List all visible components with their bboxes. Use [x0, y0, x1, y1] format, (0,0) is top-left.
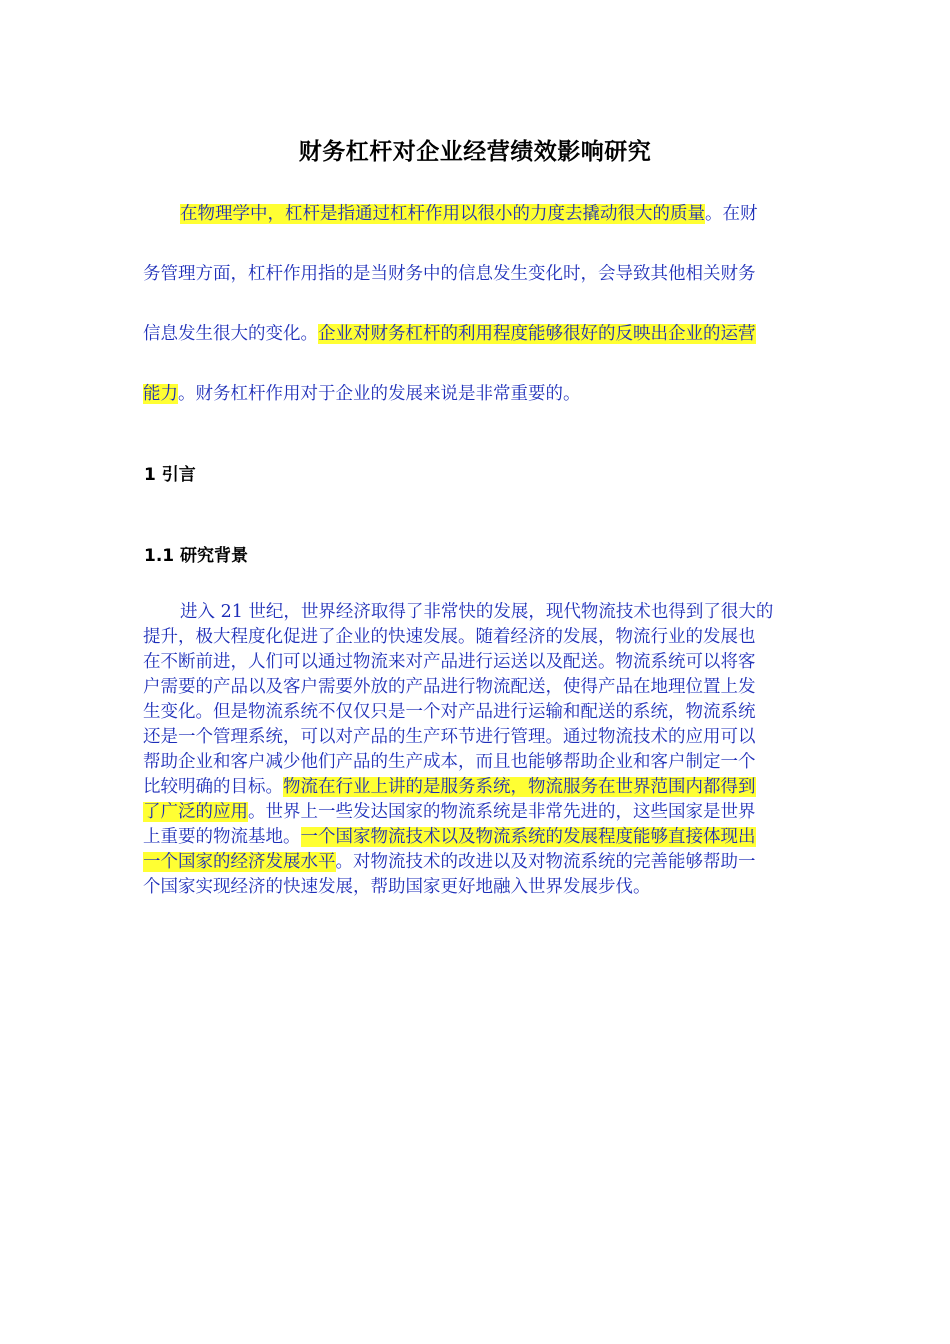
text-run: 户需要的产品以及客户需要外放的产品进行物流配送，使得产品在地理位置上发	[143, 677, 756, 697]
text-line	[143, 625, 808, 650]
text-line	[143, 725, 808, 750]
text-run: 个国家实现经济的快速发展，帮助国家更好地融入世界发展步伐。	[143, 877, 651, 897]
text-run: 还是一个管理系统，可以对产品的生产环节进行管理。通过物流技术的应用可以	[143, 727, 756, 747]
text-run: 。世界上一些发达国家的物流系统是非常先进的，这些国家是世界	[248, 802, 756, 822]
text-line	[143, 750, 808, 775]
text-line	[143, 600, 808, 625]
text-line	[143, 850, 808, 875]
highlighted-text: 在物理学中，杠杆是指通过杠杆作用以很小的力度去撬动很大的质量	[180, 204, 705, 224]
highlighted-text: 一个国家的经济发展水平	[143, 852, 336, 872]
document-title: 财务杠杆对企业经营绩效影响研究	[298, 139, 652, 165]
text-run: 信息发生很大的变化。	[143, 324, 318, 344]
heading-introduction: 1 引言	[144, 465, 196, 485]
text-line	[143, 196, 808, 256]
background-paragraph	[143, 600, 808, 900]
heading-research-background: 1.1 研究背景	[144, 546, 249, 566]
text-run: 生变化。但是物流系统不仅仅只是一个对产品进行运输和配送的系统，物流系统	[143, 702, 756, 722]
text-run: 帮助企业和客户减少他们产品的生产成本，而且也能够帮助企业和客户制定一个	[143, 752, 756, 772]
highlighted-text: 能力	[143, 384, 178, 404]
highlighted-text: 物流在行业上讲的是服务系统，物流服务在世界范围内都得到	[283, 777, 756, 797]
text-line	[143, 825, 808, 850]
highlighted-text: 企业对财务杠杆的利用程度能够很好的反映出企业的运营	[318, 324, 756, 344]
text-line	[143, 875, 808, 900]
text-run: 务管理方面，杠杆作用指的是当财务中的信息发生变化时，会导致其他相关财务	[143, 264, 756, 284]
highlighted-text: 一个国家物流技术以及物流系统的发展程度能够直接体现出	[300, 827, 756, 847]
text-line	[143, 675, 808, 700]
text-line	[143, 650, 808, 675]
text-line	[143, 800, 808, 825]
text-line	[143, 376, 808, 436]
text-line	[143, 775, 808, 800]
text-line	[143, 700, 808, 725]
text-run: 。在财	[705, 204, 758, 224]
text-run: 上重要的物流基地。	[143, 827, 301, 847]
text-run: 提升，极大程度化促进了企业的快速发展。随着经济的发展，物流行业的发展也	[143, 627, 756, 647]
text-line	[143, 256, 808, 316]
text-run: 比较明确的目标。	[143, 777, 283, 797]
text-line	[143, 316, 808, 376]
highlighted-text: 了广泛的应用	[143, 802, 248, 822]
text-run: 进入 21 世纪，世界经济取得了非常快的发展，现代物流技术也得到了很大的	[180, 602, 774, 622]
text-run: 。对物流技术的改进以及对物流系统的完善能够帮助一	[335, 852, 756, 872]
text-run: 。财务杠杆作用对于企业的发展来说是非常重要的。	[178, 384, 581, 404]
text-run: 在不断前进，人们可以通过物流来对产品进行运送以及配送。物流系统可以将客	[143, 652, 756, 672]
abstract-paragraph	[143, 196, 808, 436]
